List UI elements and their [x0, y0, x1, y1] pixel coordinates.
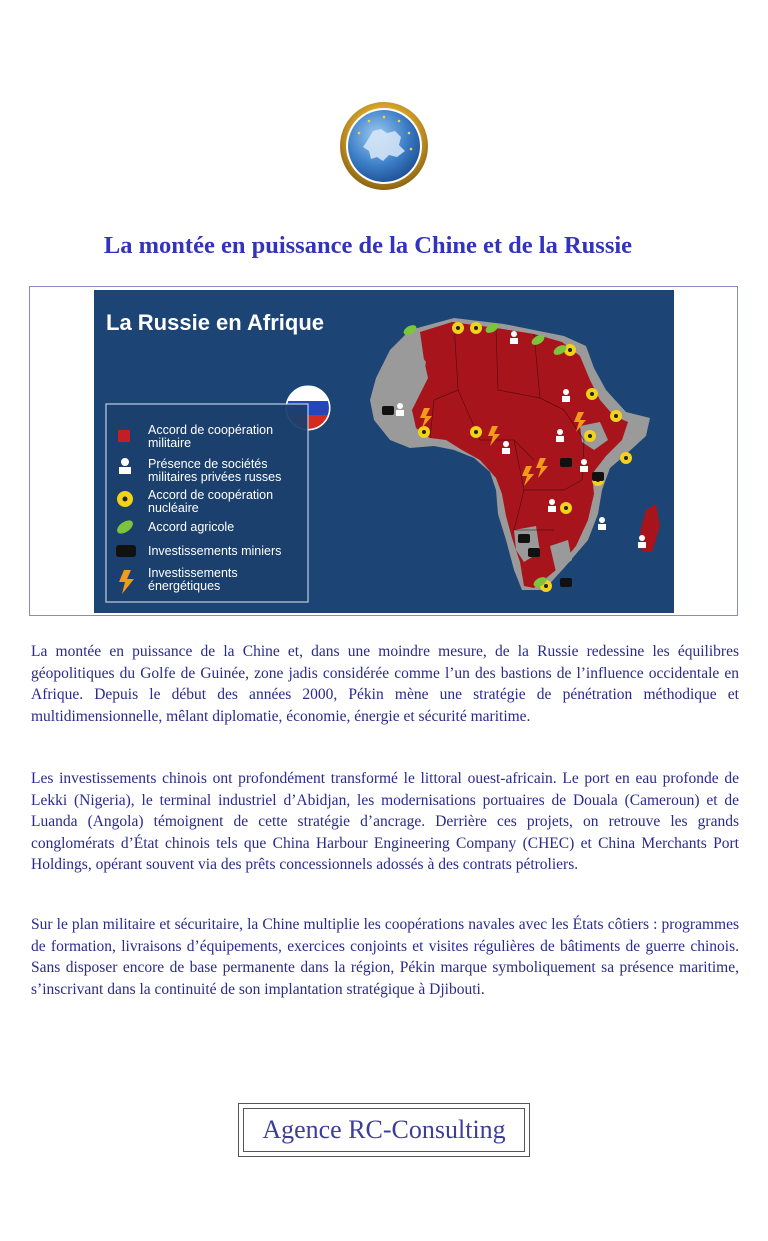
legend-label: Investissements [148, 566, 238, 580]
legend-label: Accord agricole [148, 520, 235, 534]
body-paragraph: Sur le plan militaire et sécuritaire, la Chine multiplie les coopérations navales avec les États côtiers : programmes de formation, livraisons d’équipements, exercices conjoints et visites régulières de bâtiments de guerre chinois. Sans disposer encore de base permanente dans la région, Pékin marque symboliquement sa présence maritime, s’inscrivant dans la continuité de son implantation stratégique à Djibouti. [31, 916, 739, 998]
svg-text:Présence de sociétés m [148, 457, 281, 484]
red-square-icon [118, 430, 130, 442]
agency-name: Agence RC-Consulting [243, 1108, 525, 1152]
mining-icon [116, 545, 136, 557]
legend-label: Présence de sociétés [148, 457, 268, 471]
legend-label: militaires privées russes [148, 470, 282, 484]
map-title: La Russie en Afrique [106, 310, 325, 335]
radiation-icon [117, 491, 133, 507]
page-title: La montée en puissance de la Chine et de la Russie [103, 232, 633, 259]
body-paragraph: Les investissements chinois ont profondément transformé le littoral ouest-africain. Le port en eau profonde de Lekki (Nigeria), le terminal industriel d’Abidjan, les modernisations portuaires de Douala (Cameroun) et de Luanda (Angola) témoignent de cette stratégie d’ancrage. Derrière ces projets, on retrouve les grands conglomérats d’État chinois tels que China Harbour Engineering Company (CHEC) et China Merchants Port Holdings, opérant souvent via des prêts concessionnels adossés à des contrats pétroliers. [31, 770, 739, 873]
legend-label: nucléaire [148, 501, 199, 515]
legend-label: militaire [148, 436, 192, 450]
legend-label: Accord de coopération [148, 423, 274, 437]
legend-label: énergétiques [148, 579, 221, 593]
legend-label: Accord de coopération [148, 488, 274, 502]
europe-globe-logo [339, 101, 429, 191]
legend-label: Investissements miniers [148, 544, 282, 558]
map-legend [106, 404, 308, 602]
svg-text:Accord agricole [148, 520, 234, 534]
russia-africa-map [94, 290, 674, 613]
body-paragraph: La montée en puissance de la Chine et, dans une moindre mesure, de la Russie redessine les équilibres géopolitiques du Golfe de Guinée, zone jadis considérée comme l’un des bastions de l’influence occidentale en Afrique. Depuis le début des années 2000, Pékin mène une stratégie de pénétration méthodique et multidimensionnelle, mêlant diplomatie, économie, énergie et sécurité maritime. [31, 643, 739, 725]
svg-text:Investissements miniers [148, 544, 281, 558]
agency-stamp [238, 1103, 530, 1157]
